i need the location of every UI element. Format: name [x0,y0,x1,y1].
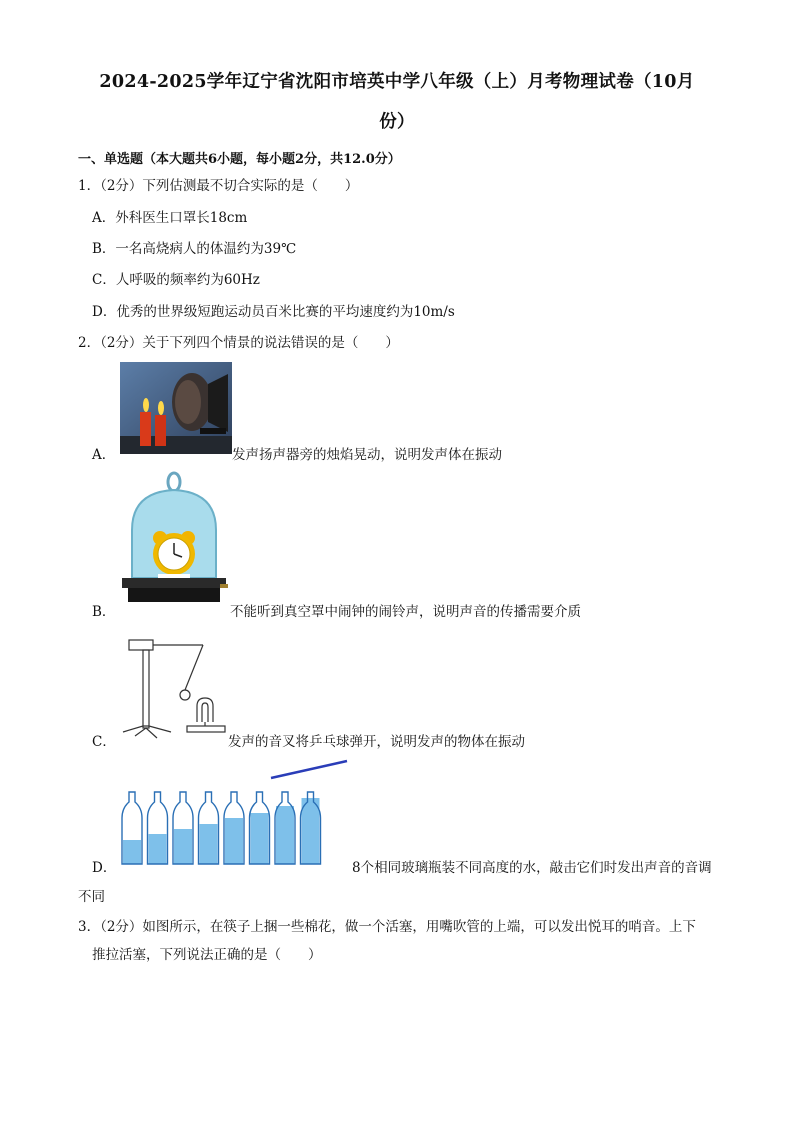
section-heading: 一、单选题（本大题共6小题，每小题2分，共12.0分） [78,152,401,167]
question-2-option-d-letter: D． [92,860,117,876]
title-line-2: 份） [379,112,415,132]
bottle-water [302,798,320,864]
question-2-option-b-letter: B． [92,604,116,620]
tuning-fork-ball-image [115,634,230,744]
bottle [173,792,193,864]
question-2-option-d-text-cont: 不同 [78,889,105,905]
question-2-stem: 2．（2分）关于下列四个情景的说法错误的是（ ） [78,335,399,351]
bottles-row [118,788,326,868]
bottle-water [200,824,218,864]
question-2-option-b-text: 不能听到真空罩中闹钟的闹铃声，说明声音的传播需要介质 [230,604,581,620]
question-1-stem: 1．（2分）下列估测最不切合实际的是（ ） [78,178,359,194]
bottle [122,792,142,864]
bottle-water [225,818,243,864]
bottle-water [149,834,167,864]
question-1-option-c: C．人呼吸的频率约为60Hz [92,272,260,288]
question-3-stem-cont: 推拉活塞，下列说法正确的是（ ） [92,947,322,963]
bottle-water [276,806,294,864]
bottle [301,792,321,864]
bottle [148,792,168,864]
question-2-option-a-letter: A． [92,447,116,463]
bottle [224,792,244,864]
question-2-option-c-text: 发声的音叉将乒乓球弹开，说明发声的物体在振动 [228,734,525,750]
bottle [250,792,270,864]
question-2-option-a-text: 发声扬声器旁的烛焰晃动，说明发声体在振动 [232,447,502,463]
question-1-option-a: A．外科医生口罩长18cm [92,210,248,226]
question-1-option-b: B．一名高烧病人的体温约为39℃ [92,241,297,257]
title-line-1: 2024-2025学年辽宁省沈阳市培英中学八年级（上）月考物理试卷（10月 [99,72,695,92]
bottle-water [123,840,141,864]
page-title [60,62,734,142]
bottle-water [251,813,269,864]
bottle [275,792,295,864]
bell-jar-clock-image [118,470,228,610]
question-2-option-c-letter: C． [92,734,116,750]
question-3-stem: 3．（2分）如图所示，在筷子上捆一些棉花，做一个活塞，用嘴吹管的上端，可以发出悦耳的哨音。上下 [78,919,696,935]
bottle [199,792,219,864]
bottle-water [174,829,192,864]
speaker-candles-image [120,362,232,454]
question-2-option-d-text: 8个相同玻璃瓶装不同高度的水，敲击它们时发出声音的音调 [352,860,712,876]
question-1-option-d: D．优秀的世界级短跑运动员百米比赛的平均速度约为10m/s [92,304,455,320]
